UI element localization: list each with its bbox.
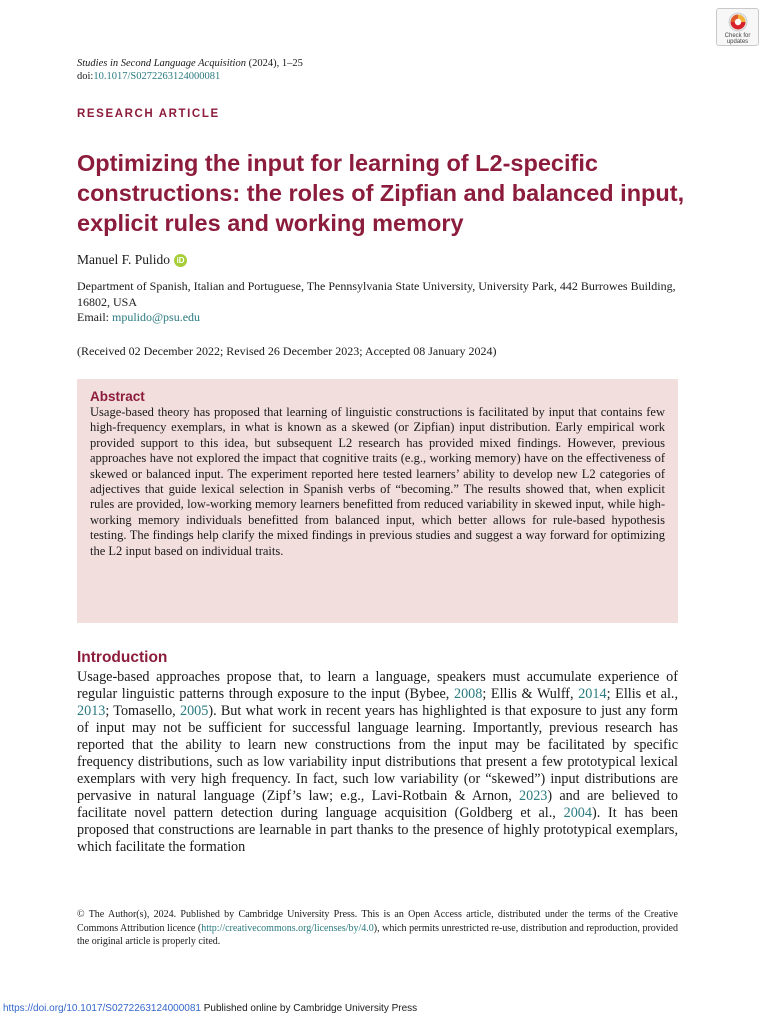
intro-text-7: ). It has been proposed that constructions are learnable in part thanks to the presence of highly prototypical exemplars, which facilitate the formation [77,805,678,855]
orcid-icon[interactable]: iD [174,254,187,267]
journal-citation [77,57,303,71]
author [77,251,187,269]
doi-link[interactable]: 10.1017/S0272263124000081 [93,71,221,82]
intro-text-4: ; Tomasello, [105,703,180,719]
abstract-box [77,379,678,623]
intro-text-1: Usage-based approaches propose that, to learn a language, speakers must accumulate experience of regular linguistic patterns through exposure to the input (Bybee, [77,669,678,702]
journal-info: (2024), 1–25 [245,58,303,69]
license-text-1: © The Author(s), 2024. Published by Cambridge University Press. This is an Open Access article, distributed under the terms of the Creative Commons Attribution licence ( [77,909,678,934]
footer-doi-link[interactable]: https://doi.org/10.1017/S0272263124000081 [3,1003,201,1014]
citation-link[interactable]: 2008 [453,686,483,702]
license-link[interactable]: http://creativecommons.org/licenses/by/4.0 [201,922,374,934]
author-name[interactable]: Manuel F. Pulido [77,252,171,267]
license-note [77,908,678,949]
license-text-2: ), which permits unrestricted re-use, distribution and reproduction, provided the original article is properly cited. [77,922,678,948]
article-title: Optimizing the input for learning of L2-specific constructions: the roles of Zipfian and balanced input, explicit rules and working memory [77,150,685,236]
intro-text-2: ; Ellis & Wulff, [482,686,579,702]
abstract-heading: Abstract [90,389,145,404]
article-type: RESEARCH ARTICLE [77,108,220,120]
check-for-updates-label: Check for updates [724,33,751,45]
page-footer [3,1003,417,1015]
affiliation: Department of Spanish, Italian and Portuguese, The Pennsylvania State University, University Park, 442 Burrowes Building, 16802, USA [77,279,676,309]
intro-paragraph [77,669,678,856]
doi-prefix: doi: [77,71,94,82]
doi-line [77,70,220,84]
intro-text-6: ) and are believed to facilitate novel pattern detection during language acquisition (Goldberg et al., [77,788,678,821]
journal-name: Studies in Second Language Acquisition [77,58,246,69]
citation-link[interactable]: 2005 [179,703,209,719]
abstract-text: Usage-based theory has proposed that learning of linguistic constructions is facilitated by input that contains few high-frequency exemplars, in what is known as a skewed (or Zipfian) input distribution. Early empirical work provided support to this idea, but subsequent L2 research has provided mixed findings. However, previous approaches have not explored the impact that cognitive traits (e.g., working memory) have on the effectiveness of skewed or balanced input. The experiment reported here tested learners’ ability to develop new L2 categories of adjectives that guide lexical selection in Spanish verbs of “becoming.” The results showed that, when explicit rules are provided, low-working memory learners benefitted from reduced variability in skewed input, while high-working memory individuals benefitted from balanced input, which better allows for rule-based hypothesis testing. The findings help clarify the mixed findings in previous studies and suggest a way forward for optimizing the L2 input based on individual traits. [90,405,665,558]
check-for-updates-badge[interactable] [716,8,759,46]
received-dates: (Received 02 December 2022; Revised 26 December 2023; Accepted 08 January 2024) [77,344,497,358]
intro-heading: Introduction [77,649,168,666]
citation-link[interactable]: 2014 [578,686,607,702]
intro-text-5: ). But what work in recent years has highlighted is that exposure to just any form of input may not be sufficient for successful language learning. Importantly, previous research has reported that the ability to learn new constructions from the input may be facilitated by specific frequency distributions, such as low variability input distributions that present a few prototypical lexical exemplars with very high frequency. In fact, such low variability (or “skewed”) input distributions are pervasive in natural language (Zipf’s law; e.g., Lavi-Rotbain & Arnon, [77,703,678,804]
email-link[interactable]: mpulido@psu.edu [112,310,201,324]
citation-link[interactable]: 2004 [563,805,592,821]
intro-text-3: ; Ellis et al., [606,686,678,702]
email-label: Email: [77,310,112,324]
citation-link[interactable]: 2013 [77,703,106,719]
check-for-updates-icon [728,12,748,32]
footer-text: Published online by Cambridge University Press [200,1003,418,1014]
citation-link[interactable]: 2023 [519,788,548,804]
email-line [77,310,200,326]
